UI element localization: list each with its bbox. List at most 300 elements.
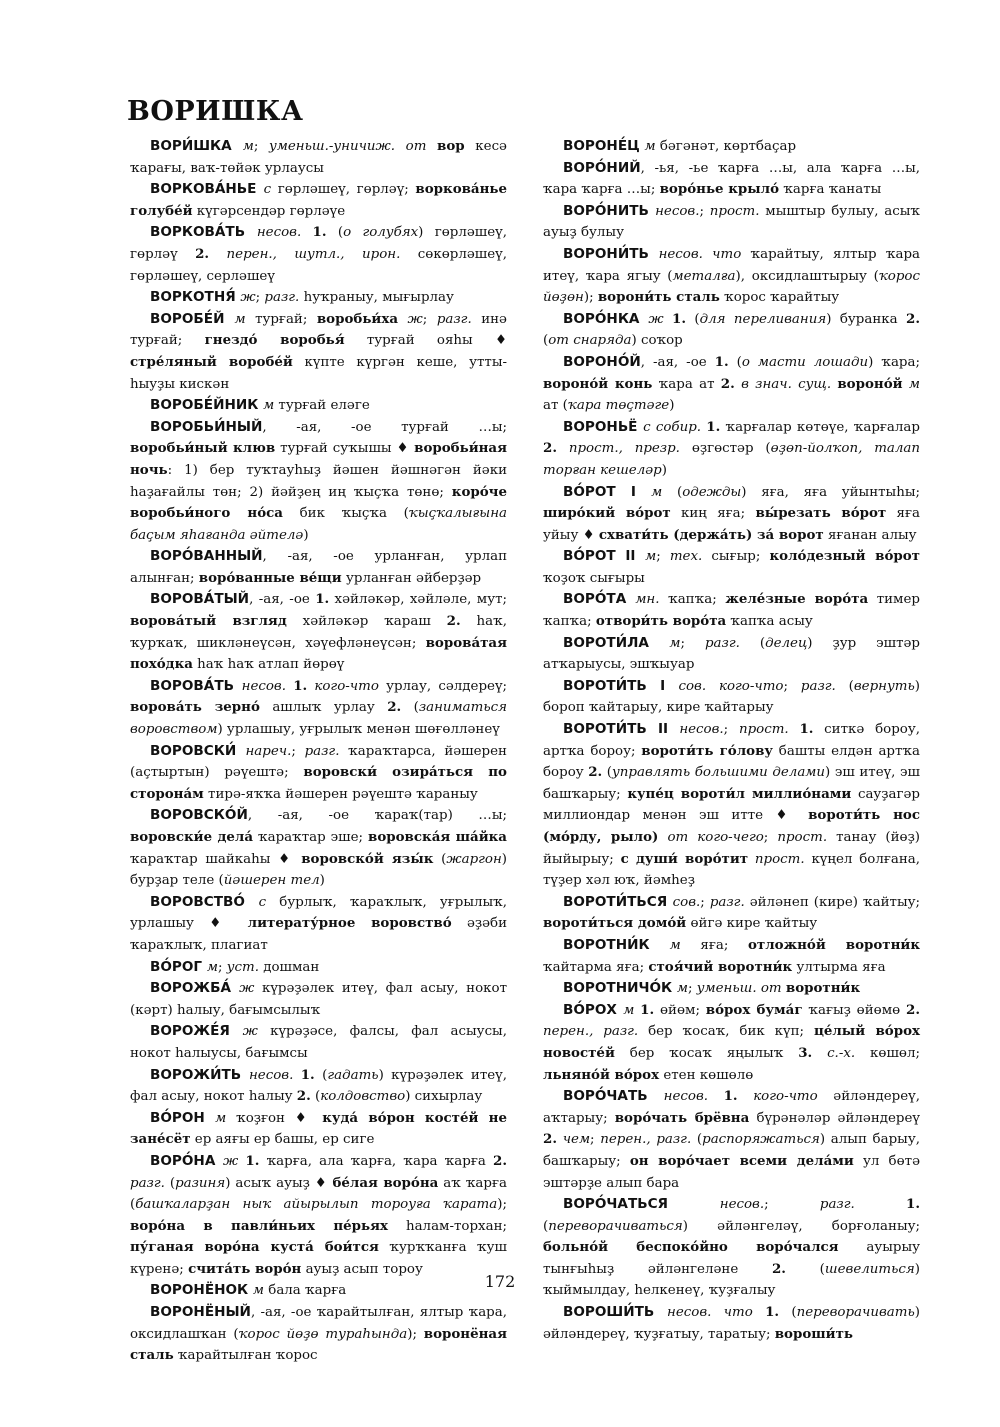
left-column (130, 136, 507, 1367)
italic-label: прост. (754, 851, 805, 867)
bold-phrase: воровска́я ша́йка (368, 829, 507, 845)
italic-label: кого-что (314, 678, 379, 694)
entry-text: ул бөтә эштәрҙе алып бара (543, 1153, 921, 1191)
dictionary-entry (543, 676, 920, 719)
entry-text: өҙгөстәр ( (679, 441, 771, 457)
entry-text: ; (764, 1197, 820, 1213)
entry-text: ; (687, 981, 697, 997)
bold-phrase: стоя́чий воротни́к (648, 958, 793, 975)
entry-text: ҡағыҙ өйөмө (802, 1002, 907, 1018)
entry-text: хәйләкәр ҡараш (286, 614, 447, 630)
italic-label: управлять большими делами (612, 765, 826, 781)
entry-text: , -ая, -ое ҡараҡ(тар) …ы; (247, 808, 507, 824)
italic-label: перен., разг. (600, 1132, 692, 1148)
entry-text: ( (662, 484, 683, 500)
entry-text: күгәрсендәр гөрләүе (192, 203, 346, 219)
entry-text: өйөм; (654, 1002, 706, 1018)
bold-phrase: 2. (720, 375, 735, 392)
dictionary-entry (543, 417, 920, 482)
entry-text: ҡарайтылған ҡорос (173, 1348, 318, 1364)
entry-text: ( (543, 333, 549, 349)
italic-label: от снаряда (548, 333, 632, 349)
entry-text (753, 1305, 765, 1320)
entry-text: ( (401, 700, 419, 716)
italic-label: с.-х. (827, 1045, 856, 1061)
italic-label: что (723, 1305, 753, 1321)
italic-label: тех. (669, 549, 703, 565)
headword: ВОРОТИ́ТЬ I (563, 677, 679, 694)
headword: ВОРОТИ́ТЬ II (563, 721, 680, 738)
entry-text: ) алып барыу, башҡарыу; (543, 1132, 920, 1169)
entry-text: ҡоҙғон ♦ (226, 1110, 323, 1126)
bold-phrase: 2. (906, 310, 921, 327)
entry-text: ; (590, 1132, 601, 1148)
headword: ВОРОНЬЁ (563, 418, 644, 435)
entry-text (812, 1046, 827, 1061)
entry-text: күңел болғана, түҙер хәл юҡ, йәмһеҙ (543, 851, 920, 889)
entry-text: ( (602, 765, 613, 781)
entry-text: яға уйыу ♦ (543, 506, 920, 543)
bold-phrase: 1. (315, 591, 330, 608)
bold-phrase: ворова́тый взгляд (130, 613, 287, 630)
entry-text: ҡараҡтар эше; (253, 830, 369, 845)
bold-phrase: схвати́ть (держа́ть) за́ ворот (598, 526, 824, 543)
entry-text: ( (835, 678, 854, 694)
bold-phrase: ворова́тая похо́дка (130, 634, 507, 673)
headword: ВОРОНЁНЫЙ (150, 1304, 251, 1321)
dictionary-entry (130, 957, 507, 979)
entry-text: ) (319, 873, 325, 889)
entry-text: ауырыу тынғыһыҙ әйләнгеләне (543, 1240, 920, 1277)
italic-label: разг. (709, 894, 745, 910)
entry-text: ) әйләндереү, ҡуҙғатыу, таратыу; (543, 1305, 920, 1342)
entry-text (748, 852, 755, 867)
italic-label: для переливания (699, 311, 827, 327)
bold-phrase: вороши́ть (774, 1325, 853, 1342)
entry-text: ); (497, 1197, 507, 1213)
entry-text: бүрәнәләр әйләндереү (749, 1110, 920, 1126)
bold-phrase: 2. (493, 1152, 507, 1169)
entry-text: бурлыҡ, ҡараҡлыҡ, уғрылыҡ, урлашыу ♦ (130, 894, 507, 932)
italic-label: гадать (327, 1067, 379, 1083)
italic-label: перен., шутл., ирон. (226, 246, 401, 262)
entry-text: ; (253, 139, 270, 154)
bold-phrase: ворова́ть зерно́ (130, 699, 260, 716)
italic-label: ҡорос йөҙөн (543, 268, 920, 306)
headword: ВОРОТИ́ТЬСЯ (563, 893, 673, 910)
entry-text: ҡапҡа; (659, 592, 726, 608)
bold-phrase: воро́чать брёвна (614, 1109, 750, 1126)
italic-label: о голубях (343, 225, 419, 241)
entry-text: турғай суҡышы ♦ (275, 441, 415, 457)
entry-text: башты елдән артҡа бороу (543, 743, 920, 781)
bold-phrase: 2. (543, 440, 557, 457)
entry-text: ) күрәҙәлек итеү, фал асыу, нокот һалыу (130, 1067, 507, 1105)
entry-text: ат ( (543, 398, 568, 414)
bold-phrase: воробьи́ная ночь (130, 440, 507, 478)
headword: ВОРОБЕ́ЙНИК (150, 397, 264, 414)
dictionary-entry (543, 935, 920, 978)
dictionary-entry (543, 352, 920, 417)
headword: ВОРО́ВАННЫЙ (150, 548, 263, 565)
entry-text: ; (723, 722, 739, 738)
italic-label: прост. (709, 203, 760, 219)
bold-phrase: воробьи́ный клюв (130, 440, 276, 457)
headword: ВОРОВСКИ́ (150, 742, 246, 759)
italic-label: нареч. (245, 743, 292, 759)
entry-text: , -ая, -ое (249, 592, 316, 608)
entry-text: ) гөрләшеү, гөрләү (130, 225, 507, 262)
dictionary-entry (130, 287, 507, 309)
entry-text (301, 225, 312, 240)
bold-phrase: воротни́к (785, 980, 861, 997)
entry-text: мыштыр булыу, асыҡ ауыҙ булыу (543, 203, 920, 241)
bold-phrase: 3. (798, 1044, 813, 1061)
headword: ВОРОНО́Й (563, 353, 641, 370)
entry-text: турғай; (245, 311, 317, 327)
entry-text: ҡарайтыу, ялтыр ҡара итеү, ҡара ягыу ( (543, 246, 920, 284)
italic-label: несов. (256, 225, 302, 241)
entry-text: ; (217, 959, 227, 975)
italic-label: жаргон (446, 851, 502, 867)
entry-text: ) асыҡ ауыҙ ♦ (225, 1175, 333, 1191)
entry-text: бер ҡосаҡ, бик күп; (638, 1024, 814, 1040)
bold-phrase: он воро́чает всеми дела́ми (629, 1152, 854, 1169)
entry-text: әҙәби ҡараҡлыҡ, плагиат (130, 916, 507, 953)
entry-text: күрәҙәлек итеү, фал асыу, нокот (кәрт) һалыу, бағымсылыҡ (130, 981, 507, 1018)
dictionary-entry (543, 1302, 920, 1345)
dictionary-entry (543, 892, 920, 935)
bold-phrase: вороти́ться домо́й (543, 915, 687, 932)
entry-text: сығыр; (702, 549, 770, 565)
bold-phrase: 2. (387, 699, 402, 716)
italic-label: в знач. сущ. (741, 376, 832, 392)
bold-phrase: бе́лая воро́на (332, 1174, 439, 1191)
italic-label: ҡорос йөҙө тураһында (238, 1326, 408, 1342)
italic-label: колдовство (320, 1089, 406, 1105)
bold-phrase: льняно́й во́рох (543, 1066, 660, 1083)
bold-phrase: воронёная сталь (130, 1325, 508, 1364)
entry-text: ) соҡор (631, 333, 683, 349)
entry-text: күпте күргән кеше, утты-һыуҙы кискән (130, 354, 507, 392)
entry-text: ) ҡыймылдау, һелкенеү, ҡуҙғалыу (543, 1261, 920, 1299)
dictionary-entry (543, 1000, 920, 1086)
italic-label: с собир. (643, 419, 702, 435)
dictionary-entry (543, 978, 920, 1000)
italic-label: несов. (719, 1197, 765, 1213)
entry-text: ( (685, 311, 700, 327)
italic-label: башҡаларҙан ныҡ айырылып тороуға ҡарата (135, 1197, 498, 1213)
headword: ВОРОТНИ́К (563, 936, 670, 953)
bold-phrase: 1. (672, 310, 686, 327)
bold-phrase: 2. (446, 613, 461, 630)
entry-text: ауыҙ асып тороу (301, 1261, 423, 1277)
bold-phrase: широ́кий во́рот (543, 505, 671, 522)
entry-text: , -ая, -ое ҡарайтылған, ялтыр ҡара, оксидлашҡан ( (130, 1305, 507, 1342)
entry-text: һаҡ һаҡ атлап йөрөү (192, 657, 345, 673)
entry-text: ; (422, 311, 437, 327)
entry-text: ), оксидлаштырыу ( (735, 268, 879, 284)
headword: ВОРОЖБА́ (150, 980, 240, 997)
dictionary-entry (543, 482, 920, 547)
bold-phrase: литерату́рное воровство́ (247, 915, 452, 932)
dictionary-entry (543, 309, 920, 352)
bold-phrase: вороти́ть нос (мо́рду, рыло) (543, 807, 920, 845)
entry-text: , -ая, -ое турғай …ы; (262, 419, 507, 435)
entry-text: ) бороп ҡайтарыу, кире ҡайтарыу (543, 678, 920, 716)
italic-label: м (651, 484, 663, 500)
entry-text: ҡарғалар көтөүе, ҡарғалар (720, 419, 920, 435)
entry-text (209, 247, 226, 262)
bold-phrase: 2. (771, 1260, 786, 1277)
entry-text: киң яға; (670, 506, 756, 522)
entry-text: сауҙагәр миллиондар менән эш итте ♦ (543, 786, 920, 824)
bold-phrase: вор (437, 138, 465, 154)
italic-label: м (645, 549, 657, 565)
italic-label: от кого-чего (667, 830, 764, 845)
italic-label: разг. (436, 311, 472, 327)
entry-text: һалам-торхан; (388, 1218, 508, 1234)
bold-phrase: воро́ванные ве́щи (198, 569, 342, 586)
bold-phrase: 2. (195, 245, 210, 262)
bold-phrase: 1. (640, 1001, 655, 1018)
entry-text (789, 722, 800, 737)
entry-text: ) буранка (826, 311, 907, 327)
italic-label: м (242, 139, 254, 154)
italic-label: разиня (175, 1175, 226, 1191)
entry-text: бала ҡарға (264, 1283, 347, 1299)
bold-phrase: вороно́й конь (543, 375, 653, 392)
headword: ВОРОНЕ́Ц (563, 138, 645, 154)
italic-label: уменьш.-уничиж. (269, 139, 396, 154)
italic-label: несов. (241, 678, 286, 694)
entry-text (398, 312, 408, 327)
entry-text (738, 1089, 754, 1104)
entry-text: ) яға, яға уйынтыһы; (741, 484, 921, 500)
italic-label: разг. (304, 743, 340, 759)
headword: ВО́РОХ (563, 1001, 624, 1018)
headword: ВОРОВА́ТЫЙ (150, 591, 250, 608)
page-title: ВОРИШКА (127, 96, 304, 127)
headword: ВОРОНЁНОК (150, 1282, 253, 1299)
italic-label: чем (562, 1132, 591, 1148)
dictionary-entry (130, 589, 507, 675)
entry-text: яға; (680, 937, 748, 953)
entry-text: сөкөрләшеү, гөрләшеү, серләшеү (130, 246, 507, 284)
entry-text: тирә-яҡҡа йәшерен рәүештә ҡараныу (203, 786, 478, 802)
entry-text: ҡурҡҡанға ҡуш күренә; (130, 1240, 507, 1277)
entry-text: инә турғай; (130, 311, 507, 349)
entry-text: ; (700, 894, 710, 910)
bold-phrase: желе́зные воро́та (725, 591, 869, 608)
entry-text: гөрләшеү, гөрләү; (271, 182, 416, 198)
entry-text: ултырма яға (792, 959, 886, 975)
dictionary-entry (543, 719, 920, 892)
headword: ВОРО́НИЙ (563, 159, 641, 176)
entry-text: бик ҡыҫҡа ( (282, 506, 409, 522)
bold-phrase: воркова́нье голубе́й (130, 181, 508, 219)
headword: ВОРИ́ШКА (150, 138, 243, 154)
headword: ВОРОБЬИ́НЫЙ (150, 418, 263, 435)
italic-label: несов. (655, 203, 700, 219)
headword: ВОРОЖЕ́Я (150, 1023, 243, 1040)
italic-label: кого-что (753, 1089, 818, 1105)
italic-label: ҡара төҫтәге (567, 398, 670, 414)
entry-text: ( (779, 1305, 797, 1321)
right-column (543, 136, 920, 1345)
italic-label: уст. (226, 959, 259, 975)
headword: ВОРОТИ́ЛА (563, 634, 670, 651)
entry-text: хәйләкәр, хәйләле, мут; (329, 592, 507, 608)
entry-text: ҡоҙоҡ сығыры (543, 570, 645, 586)
entry-text (706, 679, 719, 694)
dictionary-entry (130, 676, 507, 741)
bold-phrase: отложно́й воротни́к (747, 936, 921, 953)
entry-text (395, 139, 406, 154)
headword: ВОРКОВА́НЬЕ (150, 181, 264, 198)
entry-text: ҡара ат (652, 376, 721, 392)
entry-text: ( (739, 635, 766, 651)
italic-label: м (206, 959, 218, 975)
italic-label: м (252, 1283, 264, 1299)
entry-text: ) ҙур эштәр атҡарыусы, эшҡыуар (543, 635, 920, 673)
bold-phrase: 1. (799, 721, 814, 738)
entry-text: ( (314, 1067, 328, 1083)
italic-label: ж (648, 311, 664, 327)
italic-label: переворачивать (796, 1305, 915, 1321)
entry-text: һаҡ, ҡурҡаҡ, шикләнеүсән, хәүефләнеүсән; (130, 614, 507, 651)
italic-label: ж (242, 1024, 258, 1040)
italic-label: м (234, 311, 246, 327)
bold-phrase: воро́на в павли́ньих пе́рьях (130, 1217, 388, 1234)
headword: ВОРКОТНЯ́ (150, 289, 241, 306)
bold-phrase: с души́ воро́тит (620, 850, 749, 867)
dictionary-entry (543, 589, 920, 632)
italic-label: прост. (777, 830, 828, 845)
headword: ВОРО́НА (150, 1152, 223, 1169)
italic-label: м (623, 1002, 635, 1018)
entry-text: ҡараҡтарса, йәшерен (аҫтыртын) рәүештә; (130, 743, 507, 781)
italic-label: от (760, 981, 782, 997)
dictionary-entry (130, 179, 507, 222)
bold-phrase: 1. (245, 1152, 260, 1169)
italic-label: ж (239, 981, 255, 997)
dictionary-entry (130, 741, 507, 806)
dictionary-entry (543, 158, 920, 201)
italic-label: сов. (672, 894, 701, 910)
bold-phrase: 2. (588, 764, 603, 781)
entry-text: ( (310, 1089, 321, 1105)
italic-label: несов. (248, 1067, 294, 1083)
entry-text: ҡарға ҡанаты (779, 182, 882, 198)
bold-phrase: 1. (714, 353, 729, 370)
italic-label: м (644, 139, 656, 154)
italic-label: разг. (264, 290, 300, 306)
italic-label: делец (765, 635, 808, 651)
entry-text: ҡайтарма яға; (543, 959, 649, 975)
entry-text: ( (691, 1132, 703, 1148)
dictionary-entry (130, 1065, 507, 1108)
italic-label: заниматься воровством (130, 700, 507, 738)
entry-text: яғанан алыу (823, 527, 917, 543)
bold-phrase: вороти́ть го́лову (641, 742, 773, 759)
entry-text: бәгәнәт, көртбаҫар (655, 139, 797, 154)
dictionary-entry (130, 1021, 507, 1064)
entry-text: турғай ояһы ♦ (344, 333, 507, 349)
italic-label: м (676, 981, 688, 997)
bold-phrase: 2. (906, 1001, 920, 1018)
entry-text: ) әйләнгеләү, борғоланыу; (682, 1218, 920, 1234)
entry-text: : 1) бер туҡтауһыҙ йәшен йәшнәгән йәки һаҙағайлы төн; 2) йәйҙең иң ҡыҫҡа төнө; (130, 462, 507, 500)
italic-label: прост. (738, 722, 789, 738)
entry-text: әйләнеп (кире) ҡайтыу; (744, 894, 920, 910)
italic-label: несов. (679, 722, 724, 738)
entry-text: ҡарға, ала ҡарға, ҡара ҡарға (259, 1153, 493, 1169)
entry-text: ; (699, 203, 710, 219)
italic-label: ж (407, 311, 423, 327)
bold-phrase: 2. (543, 1131, 557, 1148)
headword: ВОРОНИ́ТЬ (563, 245, 659, 262)
bold-phrase: 1. (706, 418, 721, 435)
headword: ВОРОВСКО́Й (150, 807, 248, 824)
bold-phrase: стре́ляный воробе́й (130, 353, 293, 370)
italic-label: несов. (667, 1305, 712, 1321)
bold-phrase: больно́й беспоко́йно воро́чался (543, 1239, 839, 1256)
dictionary-entry (543, 136, 920, 158)
entry-text: урлау, сәлдереү; (378, 678, 508, 694)
entry-text: ) бурҙар теле ( (130, 851, 508, 889)
dictionary-entry (543, 633, 920, 676)
italic-label: мн. (635, 592, 660, 608)
dictionary-entry (130, 1151, 507, 1281)
entry-text: бер ҡосаҡ яңылыҡ (614, 1045, 799, 1061)
dictionary-entry (543, 244, 920, 309)
entry-text: урланған әйберҙәр (341, 570, 482, 586)
dictionary-entry (543, 546, 920, 589)
entry-text: кесә ҡарағы, ваҡ-төйәк урлаусы (130, 139, 507, 176)
entry-text: ( (543, 1218, 549, 1234)
entry-text (711, 1305, 723, 1320)
bold-phrase: воробьи́ха (316, 310, 399, 327)
headword: ВОРОТНИЧО́К (563, 980, 677, 997)
headword: ВОРОВСТВО́ (150, 893, 259, 910)
entry-text: ) урлашыу, уғрылыҡ менән шөғөлләнеү (217, 722, 500, 738)
bold-phrase: во́рох бума́г (705, 1001, 803, 1018)
entry-text (664, 312, 672, 327)
entry-text: ( (164, 1175, 176, 1191)
italic-label: разг. (819, 1197, 855, 1213)
entry-text: танау (йөҙ) йыйырыу; (543, 830, 920, 867)
entry-text (426, 139, 437, 154)
dictionary-entry (130, 395, 507, 417)
dictionary-entry (130, 417, 507, 547)
dictionary-entry (130, 978, 507, 1021)
entry-text: ; (680, 635, 705, 651)
entry-text: ; (255, 290, 265, 306)
italic-label: распоряжаться (702, 1132, 820, 1148)
entry-text: турғай еләге (274, 398, 370, 414)
entry-text: ) (669, 398, 675, 414)
entry-text: ) ҡара; (868, 354, 920, 370)
bold-phrase: 1. (723, 1088, 738, 1105)
bold-phrase: 2. (296, 1088, 311, 1105)
headword: ВО́РОТ II (563, 548, 646, 565)
bold-phrase: 1. (765, 1304, 780, 1321)
entry-text: аҡ ҡарға ( (130, 1175, 507, 1213)
bold-phrase: счита́ть воро́н (188, 1260, 302, 1277)
entry-text: ( (326, 225, 344, 241)
headword: ВОРОБЕ́Й (150, 310, 235, 327)
